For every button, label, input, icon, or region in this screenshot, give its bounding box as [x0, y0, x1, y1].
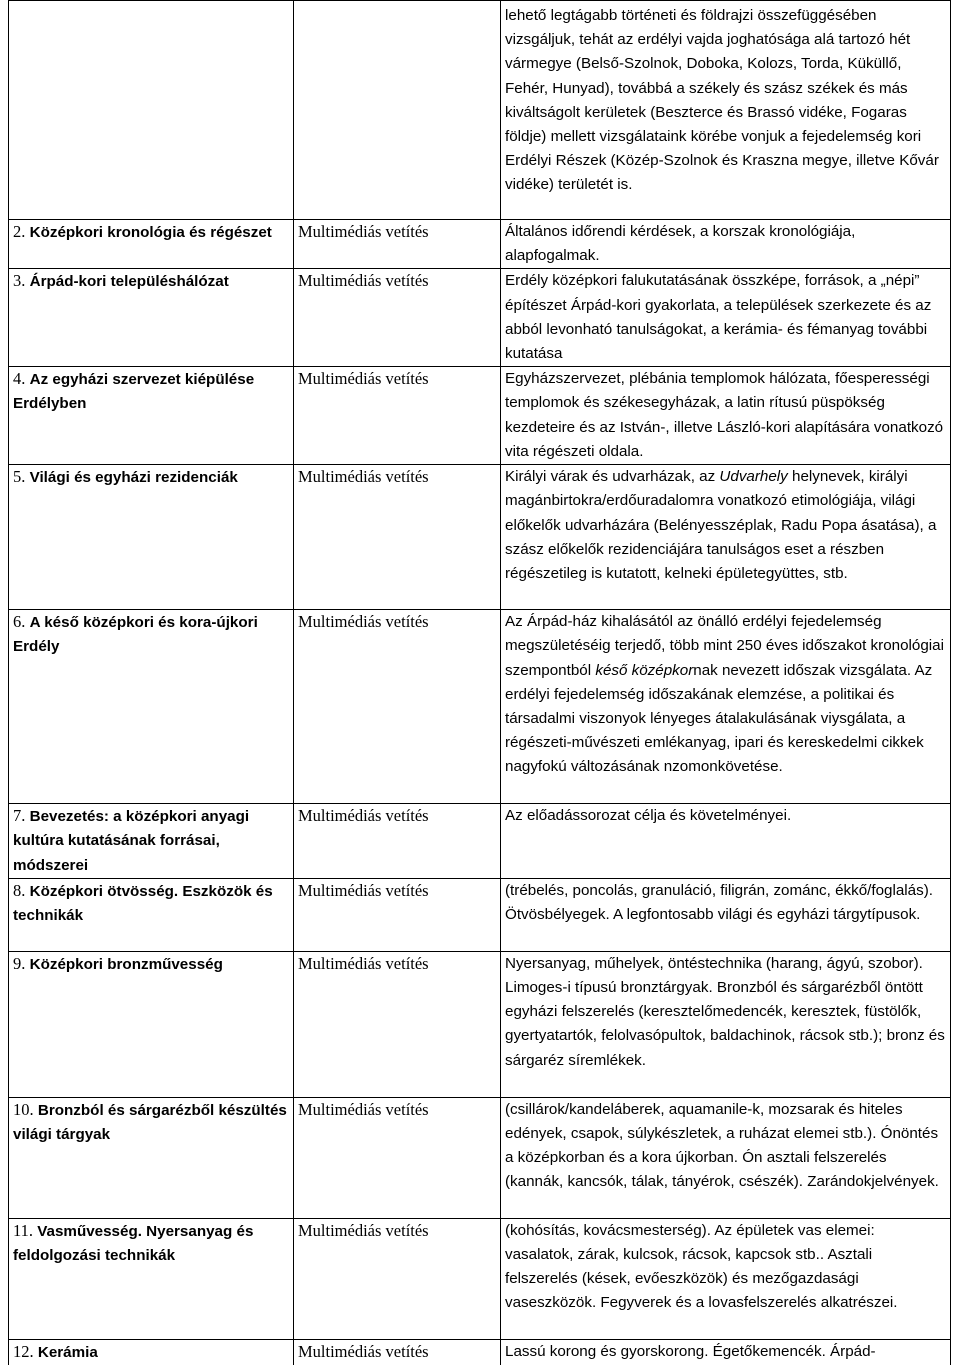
method-cell [294, 1097, 501, 1218]
topic-number: 6. [13, 612, 26, 632]
topic-cell [9, 804, 294, 879]
teaching-method: Multimédiás vetítés [298, 369, 429, 389]
topic-cell [9, 951, 294, 1097]
topic-cell [9, 220, 294, 269]
topic-cell [9, 269, 294, 367]
description-cell [501, 1339, 951, 1365]
topic-title: Vasművesség. Nyersanyag és feldolgozási technikák [13, 1222, 254, 1265]
table-row [9, 1, 951, 220]
table-row [9, 1097, 951, 1218]
table-row [9, 804, 951, 879]
topic-number: 3. [13, 271, 26, 291]
topic-description: Egyházszervezet, plébánia templomok hálózata, főesperességi templomok és székesegyházak, a latin rítusú püspökség kezdeteire és az István-, illetve László-kori alapítására vonatkozó vita régészeti oldala. [505, 370, 944, 460]
table-row [9, 367, 951, 465]
topic-description: lehető legtágabb történeti és földrajzi összefüggésében vizsgáljuk, tehát az erdélyi vajda joghatósága alá tartozó hét vármegye (Belső-Szolnok, Doboka, Kolozs, Torda, Küküllő, Fehér, Hunyad), továbbá a székely és szász székek és más kiváltságolt kerületek (Beszterce és Brassó vidéke, Fogaras földje) mellett vizsgálataink körébe vonjuk a fejedelemség kori Erdélyi Részek (Közép-Szolnok és Kraszna megye, illetve Kővár vidéke) területét is. [505, 7, 939, 194]
teaching-method: Multimédiás vetítés [298, 1220, 429, 1240]
topic-cell [9, 1097, 294, 1218]
topic-description: Az előadássorozat célja és követelményei. [505, 807, 792, 825]
description-emphasis: Udvarhely [719, 468, 788, 486]
topic-cell [9, 1, 294, 220]
topic-title: Középkori ötvösség. Eszközök és technikák [13, 882, 273, 925]
table-row [9, 878, 951, 951]
topic-number: 9. [13, 953, 26, 973]
description-cell [501, 220, 951, 269]
topic-cell [9, 465, 294, 610]
teaching-method: Multimédiás vetítés [298, 1341, 429, 1361]
topic-title: Középkori kronológia és régészet [29, 224, 272, 241]
method-cell [294, 220, 501, 269]
topic-title: Világi és egyházi rezidenciák [29, 469, 238, 487]
teaching-method: Multimédiás vetítés [298, 612, 429, 632]
method-cell [294, 367, 501, 465]
topic-cell [9, 1218, 294, 1339]
topic-title: Kerámia [37, 1343, 98, 1361]
table-row [9, 1339, 951, 1365]
topic-number: 10. [13, 1099, 34, 1119]
description-cell [501, 610, 951, 804]
topic-title: Az egyházi szervezet kiépülése Erdélyben [13, 371, 255, 413]
topic-description: Erdély középkori falukutatásának összképe, források, a „népi” építészet Árpád-kori gyakorlata, a települések szerkezete és az abból levonható tanulságokat, a kerámia- és fémanyag további kutatása [505, 272, 932, 363]
description-cell [501, 1097, 951, 1218]
description-cell [501, 269, 951, 367]
table-row [9, 610, 951, 804]
method-cell [294, 1, 501, 220]
description-emphasis: késő középkor [595, 661, 694, 679]
topic-title: Árpád-kori településhálózat [29, 273, 229, 291]
topic-description: Általános időrendi kérdések, a korszak kronológiája, alapfogalmak. [505, 223, 856, 265]
method-cell [294, 1339, 501, 1365]
description-cell [501, 951, 951, 1097]
topic-cell [9, 1339, 294, 1365]
syllabus-table [8, 0, 951, 1365]
topic-cell [9, 878, 294, 951]
method-cell [294, 804, 501, 879]
topic-description: (kohósítás, kovácsmesterség). Az épületek vas elemei: vasalatok, zárak, kulcsok, rácsok, kapcsok stb.. Asztali felszerelés (kések, evőeszközök) és mezőgazdasági vaseszközök. Fegyverek és a lovasfelszerelés alkatrészei. [505, 1221, 898, 1312]
table-row [9, 951, 951, 1097]
teaching-method: Multimédiás vetítés [298, 222, 429, 241]
method-cell [294, 878, 501, 951]
description-cell [501, 1, 951, 220]
method-cell [294, 269, 501, 367]
topic-description: Nyersanyag, műhelyek, öntéstechnika (harang, ágyú, szobor). Limoges-i típusú bronztárgyak. Bronzból és sárgarézből öntött egyházi felszerelés (keresztelőmedencék, keresztek, füstölők, gyertyatartók, felolvasópultok, baldachinok, rácsok stb.); bronz és sárgaréz síremlékek. [505, 954, 945, 1069]
topic-title: A késő középkori és kora-újkori Erdély [13, 614, 258, 656]
table-row [9, 1218, 951, 1339]
table-row [9, 220, 951, 269]
method-cell [294, 610, 501, 804]
teaching-method: Multimédiás vetítés [298, 953, 429, 973]
topic-description: (trébelés, poncolás, granuláció, filigrán, zománc, ékkő/foglalás). Ötvösbélyegek. A legfontosabb világi és egyházi tárgytípusok. [505, 881, 934, 924]
teaching-method: Multimédiás vetítés [298, 880, 429, 900]
description-text: Az Árpád-ház kihalásától az önálló erdélyi fejedelemség megszületéséig terjedő, több mint 250 éves időszakot kronológiai szempontból [505, 613, 945, 679]
topic-number: 5. [13, 467, 26, 487]
method-cell [294, 1218, 501, 1339]
topic-number: 7. [13, 806, 26, 826]
teaching-method: Multimédiás vetítés [298, 806, 429, 826]
teaching-method: Multimédiás vetítés [298, 271, 429, 291]
topic-number: 12. [13, 1341, 34, 1361]
topic-title: Középkori bronzművesség [29, 955, 223, 973]
topic-description [505, 465, 947, 586]
method-cell [294, 465, 501, 610]
table-row [9, 269, 951, 367]
description-text: helynevek, királyi magánbirtokra/erdőuradalomra vonatkozó etimológiája, világi előkelők udvarházára (Belényesszéplak, Radu Popa ásatása), a szász előkelők rezidenciájára tanulságos eset a részben régészetileg is kutatott, kelneki épületegyüttes, stb. [505, 468, 937, 583]
topic-description [505, 610, 947, 779]
topic-number: 11. [13, 1220, 34, 1240]
method-cell [294, 951, 501, 1097]
topic-title: Bevezetés: a középkori anyagi kultúra kutatásának forrásai, módszerei [13, 808, 250, 874]
description-cell [501, 465, 951, 610]
table-row [9, 465, 951, 610]
description-cell [501, 878, 951, 951]
topic-description: Lassú korong és gyorskorong. Égetőkemencék. Árpád- [505, 1342, 876, 1360]
topic-title: Bronzból és sárgarézből készültés világi tárgyak [13, 1101, 287, 1144]
topic-number: 8. [13, 880, 26, 900]
topic-description: (csillárok/kandeláberek, aquamanile-k, mozsarak és hiteles edények, csapok, súlykészletek, a ruházat elemei stb.). Ónöntés a középkorban és a kora újkorban. Ón asztali felszerelés (kannák, kancsók, tálak, tányérok, csészék). Zarándokjelvények. [505, 1100, 939, 1191]
description-cell [501, 804, 951, 879]
topic-cell [9, 610, 294, 804]
topic-cell [9, 367, 294, 465]
topic-number: 4. [13, 369, 26, 389]
description-cell [501, 1218, 951, 1339]
teaching-method: Multimédiás vetítés [298, 1099, 429, 1119]
description-cell [501, 367, 951, 465]
teaching-method: Multimédiás vetítés [298, 467, 429, 487]
topic-number: 2. [13, 222, 26, 241]
description-text: nak nevezett időszak vizsgálata. Az erdélyi fejedelemség időszakának elemzése, a politikai és társadalmi viszonyok lényeges átalakulásának viysgálata, a régészeti-művészeti emlékanyag, ipari és kereskedelmi cikkek nagyfokú változásának nzomonkövetése. [505, 661, 933, 776]
description-text: Királyi várak és udvarházak, az [505, 468, 720, 486]
